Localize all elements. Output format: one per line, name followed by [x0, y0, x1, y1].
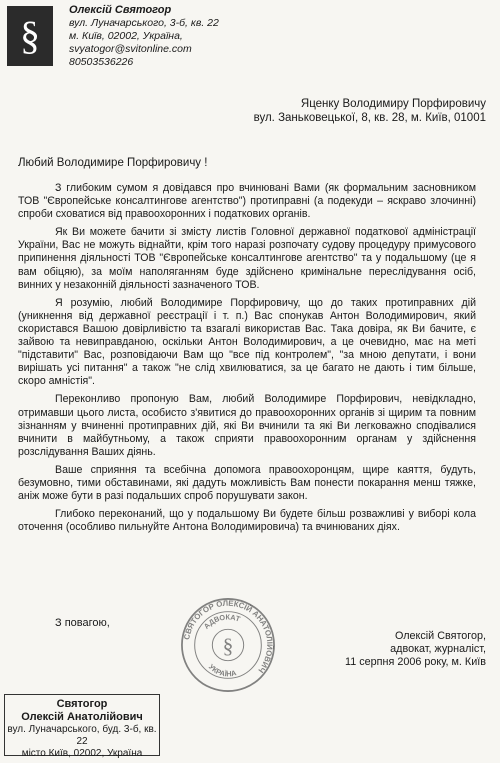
addressee-name: Яценку Володимиру Порфировичу [300, 98, 486, 110]
sender-block [69, 4, 219, 69]
seal-outer-text: СВЯТОГОР ОЛЕКСІЙ АНАТОЛІЙОВИЧ [182, 598, 275, 675]
addressee-address: вул. Заньковецької, 8, кв. 28, м. Київ, 01001 [253, 112, 486, 124]
stamp-street: вул. Луначарського, буд. 3-б, кв. 22 [7, 724, 157, 747]
letter-body [18, 182, 476, 539]
section-sign-logo: § [7, 6, 53, 66]
rectangular-stamp [4, 694, 160, 759]
stamp-surname: Святогор [56, 698, 108, 710]
paragraph: Як Ви можете бачити зі змісту листів Головної державної податкової адміністрації України, Вас не можуть віднайти, крім того наразі розпочату судову процедуру примусового припинення діяльності ТОВ "Європейське консалтингове агентство" та у подальшому (це я вам обіцяю), за моїм наполяганням буде здійснено кримінальне переслідування осіб, винних у незаконній діяльності зазначеного ТОВ. [18, 226, 476, 291]
paragraph: Я розумію, любий Володимире Порфировичу, що до таких протиправних дій (уникнення від державної реєстрації і т. п.) Вас спонукав Антон Володимирович, який скористався Вашою довірливістю та взагалі використав Вас. Така довіра, як Ви бачите, є зайвою та невиправданою, оскільки Антон Володимирович, а це очевидно, має на меті "підставити" Вас, розповідаючи Вам що "все під контролем", "за мною депутати, і вони вирішать усі питання" а також "не слід хвилюватися, за це багато не дають і тим більше, скоро амністія". [18, 296, 476, 388]
seal-inner-top-text: АДВОКАТ [201, 612, 242, 631]
addressee-block [254, 97, 486, 125]
paragraph: З глибоким сумом я довідався про вчинювані Вами (як формальним засновником ТОВ "Європейське консалтингове агентство") протиправні (а подекуди – яскраво злочинні) спроби сховатися від правоохоронних і податкових органів. [18, 182, 476, 221]
closing-regards: З повагою, [55, 617, 110, 629]
salutation: Любий Володимире Порфировичу ! [18, 157, 208, 169]
round-seal-stamp [179, 596, 277, 694]
sender-name: Олексій Святогор [69, 4, 172, 16]
signer-name: Олексій Святогор, [394, 630, 486, 642]
sender-street: вул. Луначарського, 3-б, кв. 22 [69, 17, 219, 29]
stamp-fullname: Олексій Анатолійович [21, 711, 143, 723]
signature-block [345, 630, 486, 669]
paragraph: Глибоко переконаний, що у подальшому Ви будете більш розважливі у виборі кола оточення (особливо пильнуйте Антона Володимировича) та вчинюваних діях. [18, 508, 476, 534]
paragraph: Ваше сприяння та всебічна допомога правоохоронцям, щире каяття, будуть, безумовно, тими обставинами, які дадуть можливість Вам понести покарання менш тяжке, аніж може бути в разі подальших спроб порушувати закон. [18, 463, 476, 503]
sender-phone: 80503536226 [69, 56, 134, 68]
stamp-city: місто Київ, 02002, Україна [21, 748, 143, 759]
sender-city: м. Київ, 02002, Україна, [69, 30, 183, 42]
sender-email[interactable]: svyatogor@svitonline.com [69, 43, 192, 55]
paragraph: Переконливо пропоную Вам, любий Володимире Порфирович, невідкладно, отримавши цього листа, особисто з'явитися до правоохоронних органів зі щирим та повним зізнанням у вчиненні протиправних дій, які Ви вчинили та які Ви легковажно сподівалися вчинити в майбутньому, а також сприяти правоохоронним органам у здійснення розслідування Ваших діянь. [18, 393, 476, 458]
seal-inner-bottom-text: УКРАЇНА [206, 662, 238, 679]
signature-date: 11 серпня 2006 року, м. Київ [345, 656, 486, 668]
seal-center-symbol: § [222, 633, 234, 658]
signer-title: адвокат, журналіст, [390, 643, 486, 655]
